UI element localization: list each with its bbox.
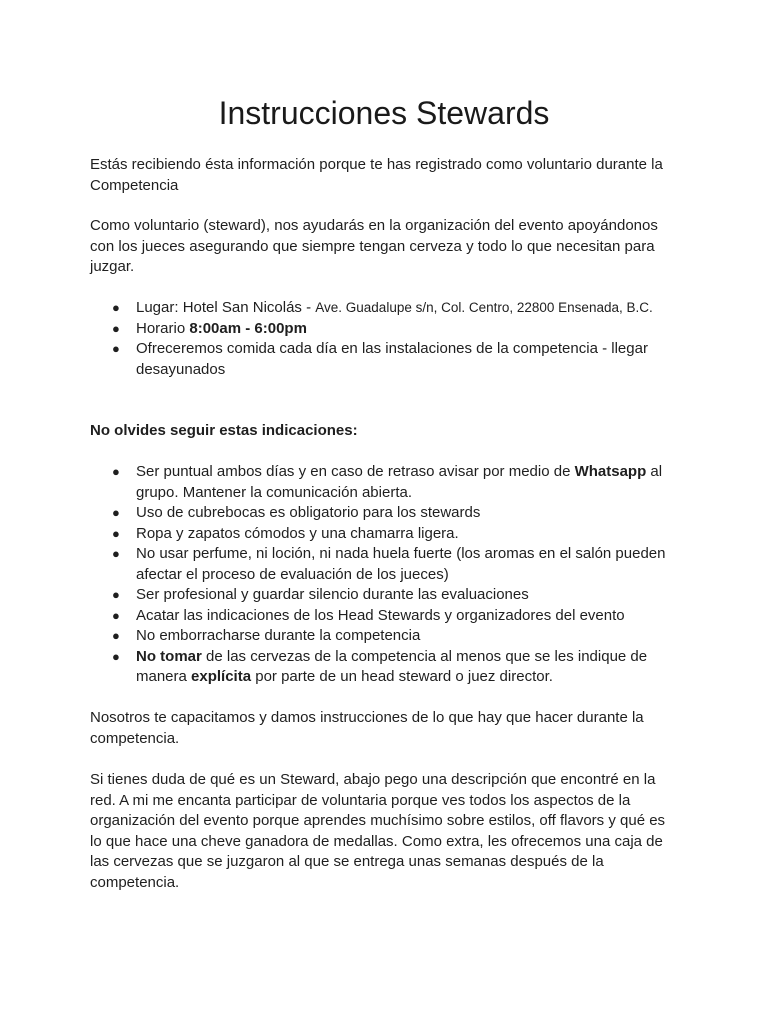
list-item xyxy=(90,585,675,606)
list-item xyxy=(90,298,675,319)
rule-text: de las cervezas de la competencia al menos que se les indique de manera xyxy=(136,647,648,685)
place-address: Ave. Guadalupe s/n, Col. Centro, 22800 Ensenada, B.C. xyxy=(315,300,653,315)
place-label: Lugar: Hotel San Nicolás - xyxy=(136,299,316,316)
bullet-icon: ● xyxy=(112,525,120,541)
rule-text: por parte de un head steward o juez director. xyxy=(251,668,553,685)
rule-text: No emborracharse durante la competencia xyxy=(136,627,421,644)
bullet-icon: ● xyxy=(112,546,120,561)
schedule-value: 8:00am - 6:00pm xyxy=(189,319,307,337)
rule-text: Acatar las indicaciones de los Head Stewards y organizadores del evento xyxy=(136,606,625,624)
rule-text: al grupo. Mantener la comunicación abierta. xyxy=(136,463,663,501)
closing-paragraph: Si tienes duda de qué es un Steward, abajo pego una descripción que encontré en la red. A mi me encanta participar de voluntaria porque ves todos los aspectos de la organización del evento porque aprendes muchísimo sobre estilos, off flavors y qué es lo que hace una cheve ganadora de medallas. Como extra, les ofrecemos una caja de las cervezas que se juzgaron al que se entrega unas semanas después de la competencia. xyxy=(90,771,666,891)
list-item xyxy=(90,606,675,627)
training-paragraph: Nosotros te capacitamos y damos instrucciones de lo que hay que hacer durante la competencia. xyxy=(90,709,644,747)
bullet-icon: ● xyxy=(112,300,120,315)
bullet-icon: ● xyxy=(112,587,120,602)
rule-emphasis: No tomar xyxy=(136,647,202,665)
rule-text: Ser puntual ambos días y en caso de retraso avisar por medio de xyxy=(136,463,575,480)
details-list xyxy=(90,298,675,380)
rule-text: Uso de cubrebocas es obligatorio para los stewards xyxy=(136,504,481,521)
bullet-icon: ● xyxy=(112,628,120,643)
rule-text: Ropa y zapatos cómodos y una chamarra ligera. xyxy=(136,524,459,542)
bullet-icon: ● xyxy=(112,648,120,664)
bullet-icon: ● xyxy=(112,320,120,336)
rule-text: Ser profesional y guardar silencio durante las evaluaciones xyxy=(136,586,529,603)
bullet-icon: ● xyxy=(112,505,120,520)
list-item xyxy=(90,544,675,585)
page-title: Instrucciones Stewards xyxy=(218,95,550,131)
list-item xyxy=(90,462,675,503)
list-item xyxy=(90,319,675,340)
list-item xyxy=(90,339,675,380)
intro-paragraph: Estás recibiendo ésta información porque te has registrado como voluntario durante la Competencia xyxy=(90,156,663,194)
food-note: Ofreceremos comida cada día en las instalaciones de la competencia - llegar desayunados xyxy=(136,340,648,378)
rules-list xyxy=(90,462,675,688)
rule-text: No usar perfume, ni loción, ni nada huela fuerte (los aromas en el salón pueden afectar el proceso de evaluación de los jueces) xyxy=(136,545,666,583)
list-item xyxy=(90,503,675,524)
bullet-icon: ● xyxy=(112,464,120,479)
list-item xyxy=(90,647,675,688)
bullet-icon: ● xyxy=(112,607,120,623)
list-item xyxy=(90,626,675,647)
rule-emphasis: explícita xyxy=(191,668,252,685)
rule-emphasis: Whatsapp xyxy=(574,463,647,480)
rules-heading: No olvides seguir estas indicaciones: xyxy=(90,422,358,439)
bullet-icon: ● xyxy=(112,341,120,356)
list-item xyxy=(90,524,675,545)
role-paragraph: Como voluntario (steward), nos ayudarás en la organización del evento apoyándonos con los jueces asegurando que siempre tengan cerveza y todo lo que necesitan para juzgar. xyxy=(90,217,658,275)
schedule-label: Horario xyxy=(136,319,190,337)
